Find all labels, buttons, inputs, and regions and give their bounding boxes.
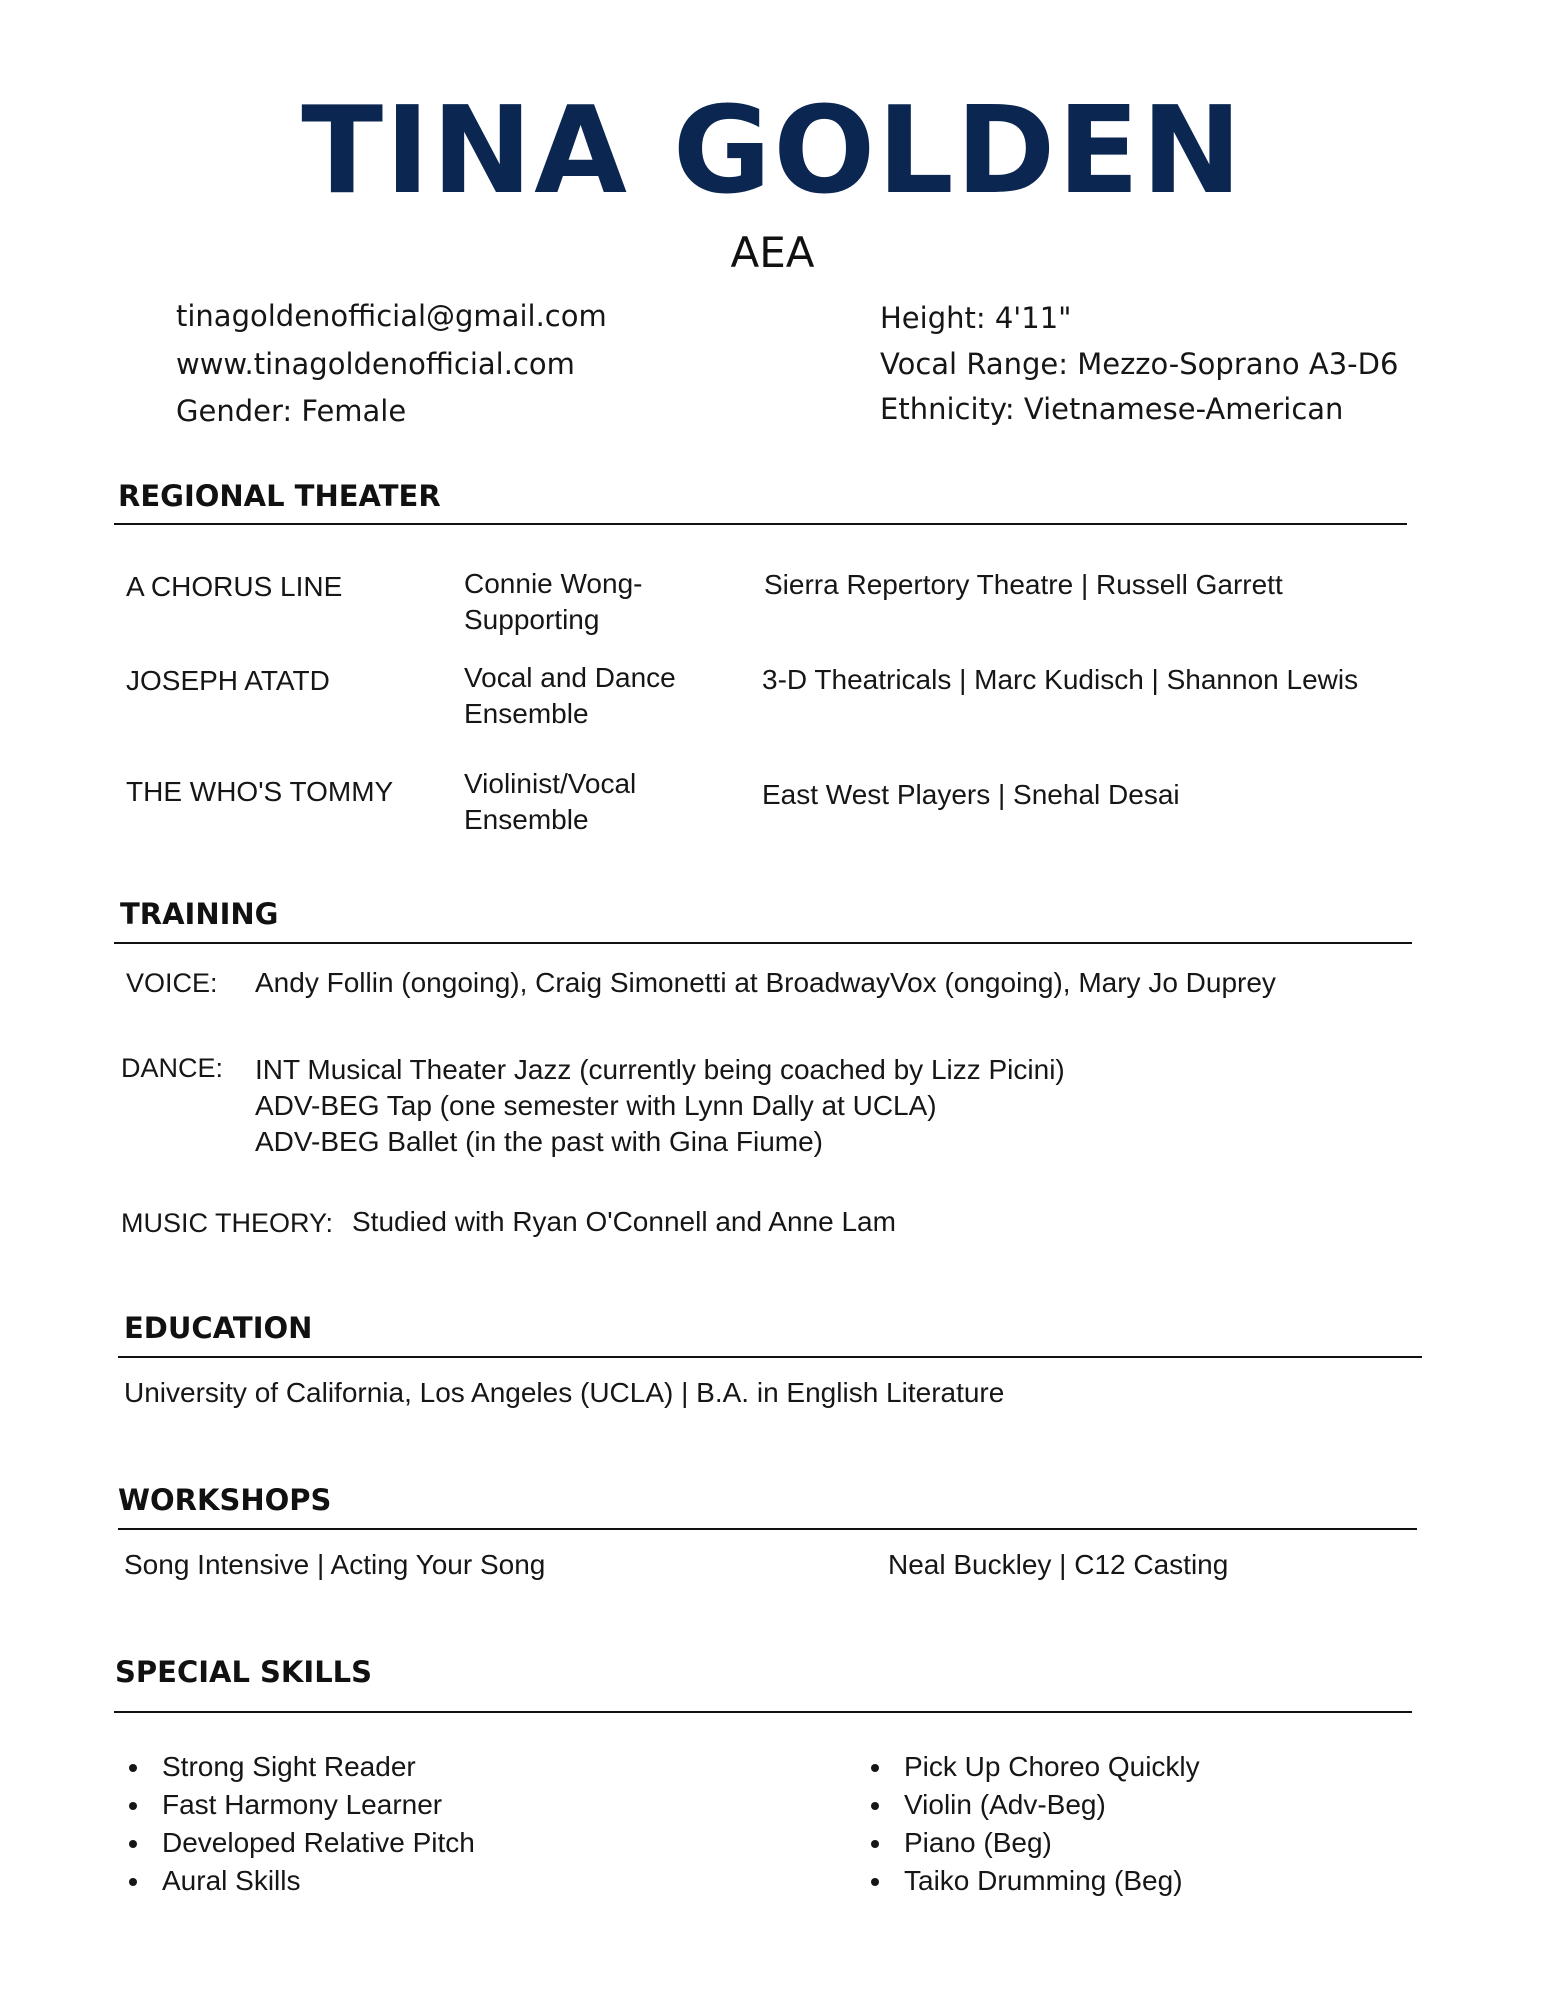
- education-entry: University of California, Los Angeles (UCLA) | B.A. in English Literature: [124, 1377, 1005, 1408]
- company-director: East West Players | Snehal Desai: [762, 779, 1180, 810]
- role: Violinist/Vocal Ensemble: [464, 768, 637, 835]
- dance-class: ADV-BEG Tap (one semester with Lynn Dally at UCLA): [255, 1090, 937, 1121]
- show-title: JOSEPH ATATD: [126, 665, 330, 696]
- workshop-entry: Song Intensive | Acting Your Song: [124, 1549, 546, 1580]
- section-title-special-skills: SPECIAL SKILLS: [115, 1655, 373, 1689]
- email: tinagoldenofficial@gmail.com: [176, 299, 607, 333]
- skills-list-left: [120, 1748, 475, 1900]
- resume-name: TINA GOLDEN: [301, 82, 1244, 221]
- skills-list-right: [862, 1748, 1200, 1900]
- section-divider: [114, 942, 1412, 944]
- skill-item: • Violin (Adv-Beg): [894, 1786, 1200, 1824]
- section-divider: [114, 1711, 1412, 1713]
- voice-teachers: Andy Follin (ongoing), Craig Simonetti at BroadwayVox (ongoing), Mary Jo Duprey: [255, 967, 1276, 998]
- section-divider: [118, 1356, 1422, 1358]
- company-director: Sierra Repertory Theatre | Russell Garrett: [764, 569, 1283, 600]
- vocal-range: Vocal Range: Mezzo-Soprano A3-D6: [880, 347, 1399, 381]
- skill-item: • Fast Harmony Learner: [152, 1786, 475, 1824]
- skill-item: • Developed Relative Pitch: [152, 1824, 475, 1862]
- section-title-regional-theater: REGIONAL THEATER: [118, 479, 441, 513]
- skill-item: • Piano (Beg): [894, 1824, 1200, 1862]
- voice-label: VOICE:: [126, 968, 218, 998]
- section-title-workshops: WORKSHOPS: [118, 1483, 332, 1517]
- section-title-training: TRAINING: [120, 897, 279, 931]
- section-divider: [114, 523, 1407, 525]
- company-director: 3-D Theatricals | Marc Kudisch | Shannon Lewis: [762, 664, 1359, 695]
- gender: Gender: Female: [176, 394, 407, 428]
- skill-item: • Aural Skills: [152, 1862, 475, 1900]
- dance-label: DANCE:: [121, 1053, 224, 1083]
- website: www.tinagoldenofficial.com: [176, 347, 575, 381]
- role: Connie Wong-Supporting: [464, 568, 643, 635]
- union-affiliation: AEA: [730, 228, 815, 277]
- show-title: THE WHO'S TOMMY: [126, 776, 394, 807]
- skill-item: • Taiko Drumming (Beg): [894, 1862, 1200, 1900]
- music-theory-teachers: Studied with Ryan O'Connell and Anne Lam: [352, 1206, 896, 1237]
- dance-class: INT Musical Theater Jazz (currently being coached by Lizz Picini): [255, 1054, 1065, 1085]
- dance-class: ADV-BEG Ballet (in the past with Gina Fiume): [255, 1126, 823, 1157]
- role: Vocal and Dance Ensemble: [464, 662, 676, 729]
- music-theory-label: MUSIC THEORY:: [121, 1208, 334, 1238]
- section-divider: [118, 1528, 1417, 1530]
- workshop-instructor: Neal Buckley | C12 Casting: [888, 1549, 1229, 1580]
- height: Height: 4'11": [880, 301, 1072, 335]
- skill-item: • Strong Sight Reader: [152, 1748, 475, 1786]
- skill-item: • Pick Up Choreo Quickly: [894, 1748, 1200, 1786]
- ethnicity: Ethnicity: Vietnamese-American: [880, 392, 1344, 426]
- show-title: A CHORUS LINE: [126, 571, 343, 602]
- section-title-education: EDUCATION: [124, 1311, 313, 1345]
